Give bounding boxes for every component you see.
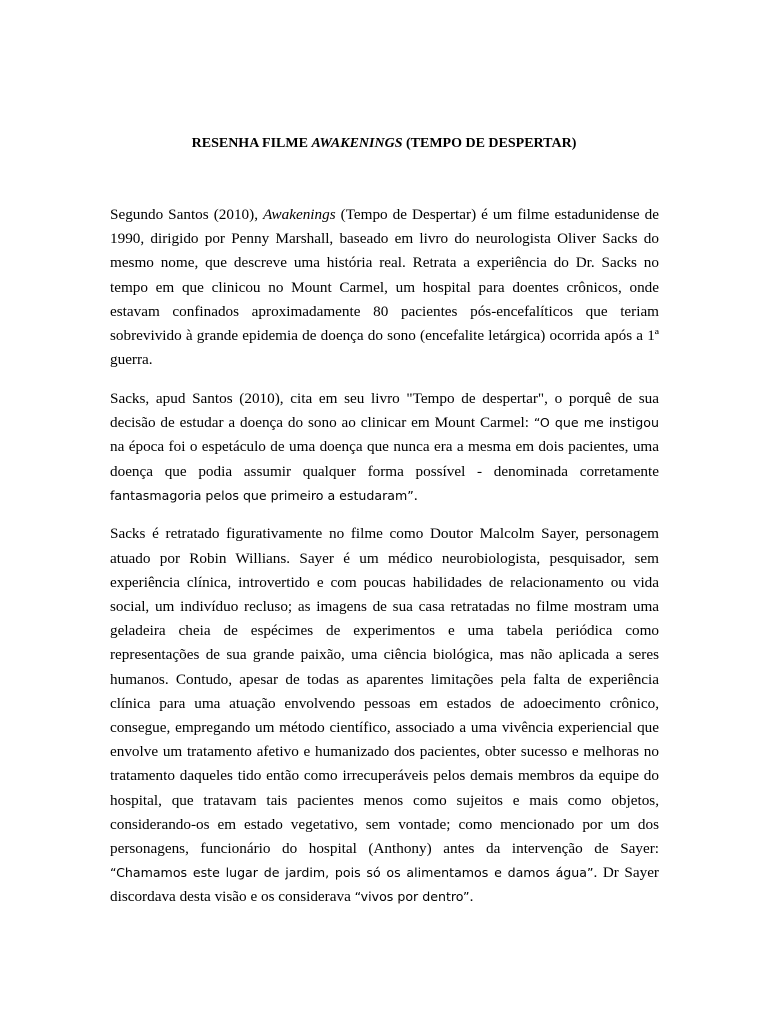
p3-text-b: . Dr Sayer discordava desta visão e os considerava: [110, 864, 659, 906]
paragraph-2: [110, 387, 659, 508]
p3-text-a: Sacks é retratado figurativamente no filme como Doutor Malcolm Sayer, personagem atuado por Robin Willians. Sayer é um médico neurobiologista, pesquisador, sem experiência clínica, introvertido e com poucas habilidades de relacionamento ou vida social, um indivíduo recluso; as imagens de sua casa retratadas no filme mostram uma geladeira cheia de espécimes de experimentos e uma tabela periódica como representações de sua grande paixão, uma ciência biológica, mas não aplicada a seres humanos. Contudo, apesar de todas as aparentes limitações pela falta de experiência clínica para uma atuação envolvendo pessoas em estados de adoecimento crônico, consegue, empregando um método científico, associado a uma vivência experiencial que envolve um tratamento afetivo e humanizado dos pacientes, obter sucesso e melhoras no tratamento daqueles tido então como irrecuperáveis pelos demais membros da equipe do hospital, que tratavam tais pacientes menos como sujeitos e mais como objetos, considerando-os em estado vegetativo, sem vontade; como mencionado por um dos personagens, funcionário do hospital (Anthony) antes da intervenção de Sayer:: [110, 525, 659, 858]
p2-quote-2: fantasmagoria pelos que primeiro a estudaram”: [110, 487, 414, 503]
title-suffix: (TEMPO DE DESPERTAR): [402, 136, 577, 151]
title-film-name: AWAKENINGS: [311, 136, 403, 151]
document-body: [110, 203, 659, 924]
document-title: [0, 135, 768, 153]
p1-text-b: (Tempo de Despertar) é um filme estadunidense de 1990, dirigido por Penny Marshall, baseado em livro do neurologista Oliver Sacks do mesmo nome, que descreve uma história real. Retrata a experiência do Dr. Sacks no tempo em que clinicou no Mount Carmel, um hospital para doentes crônicos, onde estavam confinados aproximadamente 80 pacientes pós-encefalíticos que teriam sobrevivido à grande epidemia de doença do sono (encefalite letárgica) ocorrida após a 1ª guerra.: [110, 206, 659, 369]
p3-text-c: .: [469, 888, 474, 906]
p2-text-b: na época foi o espetáculo de uma doença que nunca era a mesma em dois pacientes, uma doença que podia assumir qualquer forma possível - denominada corretamente: [110, 438, 659, 480]
paragraph-3: [110, 522, 659, 909]
p2-quote-1: “O que me instigou: [533, 415, 659, 431]
p3-quote-2: “vivos por dentro”: [354, 889, 470, 905]
title-prefix: RESENHA FILME: [191, 136, 312, 151]
p2-text-c: .: [413, 486, 418, 504]
p2-text-a: Sacks, apud Santos (2010), cita em seu livro "Tempo de despertar", o porquê de sua decisão de estudar a doença do sono ao clinicar em Mount Carmel:: [110, 389, 659, 432]
p1-film-name: Awakenings: [263, 206, 336, 223]
p3-quote-1: “Chamamos este lugar de jardim, pois só os alimentamos e damos água”: [110, 865, 594, 881]
paragraph-1: [110, 203, 659, 372]
p1-text-a: Segundo Santos (2010),: [110, 206, 264, 223]
